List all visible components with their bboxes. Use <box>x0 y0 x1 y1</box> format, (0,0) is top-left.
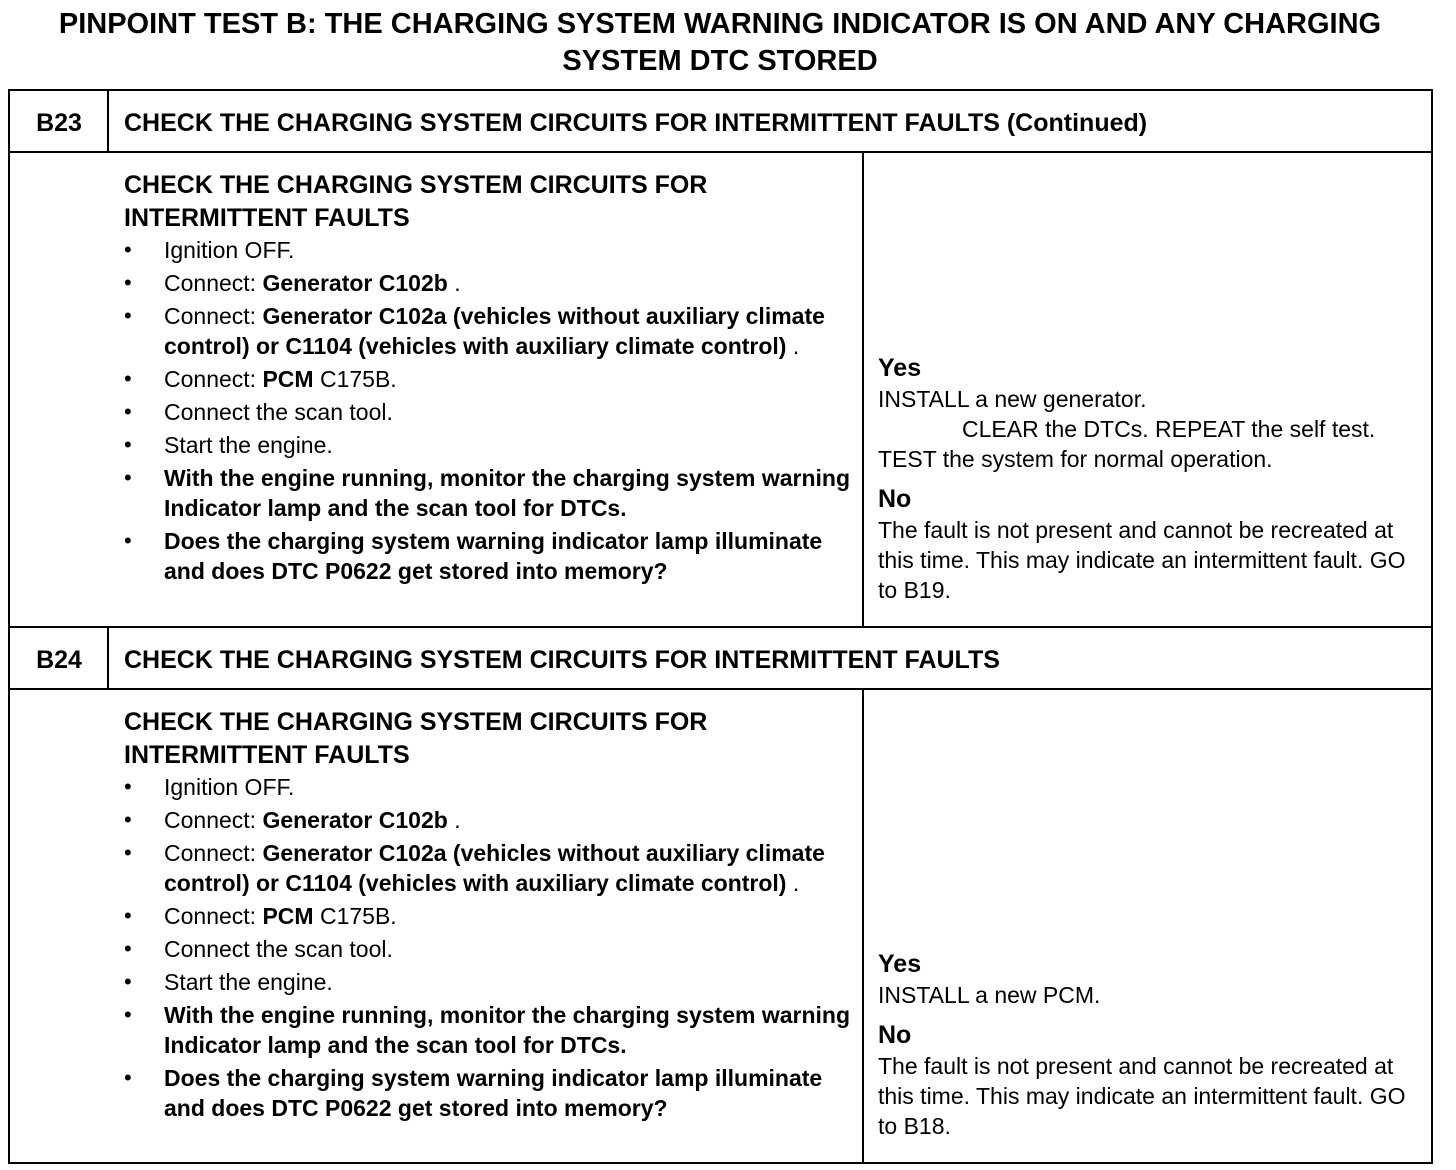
step-header: CHECK THE CHARGING SYSTEM CIRCUITS FOR INTERMITTENT FAULTS <box>124 646 1000 674</box>
no-label: No <box>878 1021 912 1049</box>
list-item: • Connect: Generator C102a (vehicles without auxiliary climate control) or C1104 (vehicles with auxiliary climate control) . <box>124 301 854 361</box>
list-item: • Does the charging system warning indicator lamp illuminate and does DTC P0622 get stored into memory? <box>124 526 854 586</box>
yes-label: Yes <box>878 950 922 978</box>
list-item: • With the engine running, monitor the charging system warning Indicator lamp and the scan tool for DTCs. <box>124 463 854 523</box>
yes-text: INSTALL a new generator. <box>878 386 1147 412</box>
yes-text: TEST the system for normal operation. <box>878 446 1273 472</box>
list-item: • Start the engine. <box>124 967 854 997</box>
no-text: The fault is not present and cannot be recreated at this time. This may indicate an intermittent fault. GO to B18. <box>878 1053 1406 1139</box>
action-list <box>124 235 854 586</box>
list-item: • Ignition OFF. <box>124 235 854 265</box>
action-section <box>124 169 854 589</box>
divider <box>862 688 864 1164</box>
action-section <box>124 706 854 1126</box>
divider <box>10 626 1431 628</box>
action-list <box>124 772 854 1123</box>
no-label: No <box>878 485 912 513</box>
step-id: B24 <box>36 646 82 674</box>
list-item: • Connect the scan tool. <box>124 934 854 964</box>
pinpoint-test-table <box>8 89 1433 1164</box>
list-item: • Connect the scan tool. <box>124 397 854 427</box>
list-item: • Connect: Generator C102b . <box>124 805 854 835</box>
yes-label: Yes <box>878 354 922 382</box>
list-item: • Connect: PCM C175B. <box>124 901 854 931</box>
step-header: CHECK THE CHARGING SYSTEM CIRCUITS FOR INTERMITTENT FAULTS (Continued) <box>124 109 1148 137</box>
divider <box>10 688 1431 690</box>
divider <box>10 151 1431 153</box>
yes-text: CLEAR the DTCs. REPEAT the self test. <box>962 416 1376 442</box>
divider <box>107 91 109 153</box>
list-item: • Connect: PCM C175B. <box>124 364 854 394</box>
result-section <box>878 353 1423 605</box>
divider <box>862 151 864 626</box>
step-id: B23 <box>36 109 82 137</box>
list-item: • Ignition OFF. <box>124 772 854 802</box>
list-item: • Connect: Generator C102b . <box>124 268 854 298</box>
page-title: PINPOINT TEST B: THE CHARGING SYSTEM WARNING INDICATOR IS ON AND ANY CHARGING SYSTEM DTC STORED <box>58 8 1382 77</box>
no-text: The fault is not present and cannot be recreated at this time. This may indicate an intermittent fault. GO to B19. <box>878 517 1406 603</box>
yes-text: INSTALL a new PCM. <box>878 982 1101 1008</box>
action-title: CHECK THE CHARGING SYSTEM CIRCUITS FOR INTERMITTENT FAULTS <box>124 171 708 232</box>
divider <box>107 626 109 690</box>
result-section <box>878 949 1423 1141</box>
list-item: • Connect: Generator C102a (vehicles without auxiliary climate control) or C1104 (vehicles with auxiliary climate control) . <box>124 838 854 898</box>
list-item: • Start the engine. <box>124 430 854 460</box>
list-item: • With the engine running, monitor the charging system warning Indicator lamp and the scan tool for DTCs. <box>124 1000 854 1060</box>
list-item: • Does the charging system warning indicator lamp illuminate and does DTC P0622 get stored into memory? <box>124 1063 854 1123</box>
action-title: CHECK THE CHARGING SYSTEM CIRCUITS FOR INTERMITTENT FAULTS <box>124 708 708 769</box>
